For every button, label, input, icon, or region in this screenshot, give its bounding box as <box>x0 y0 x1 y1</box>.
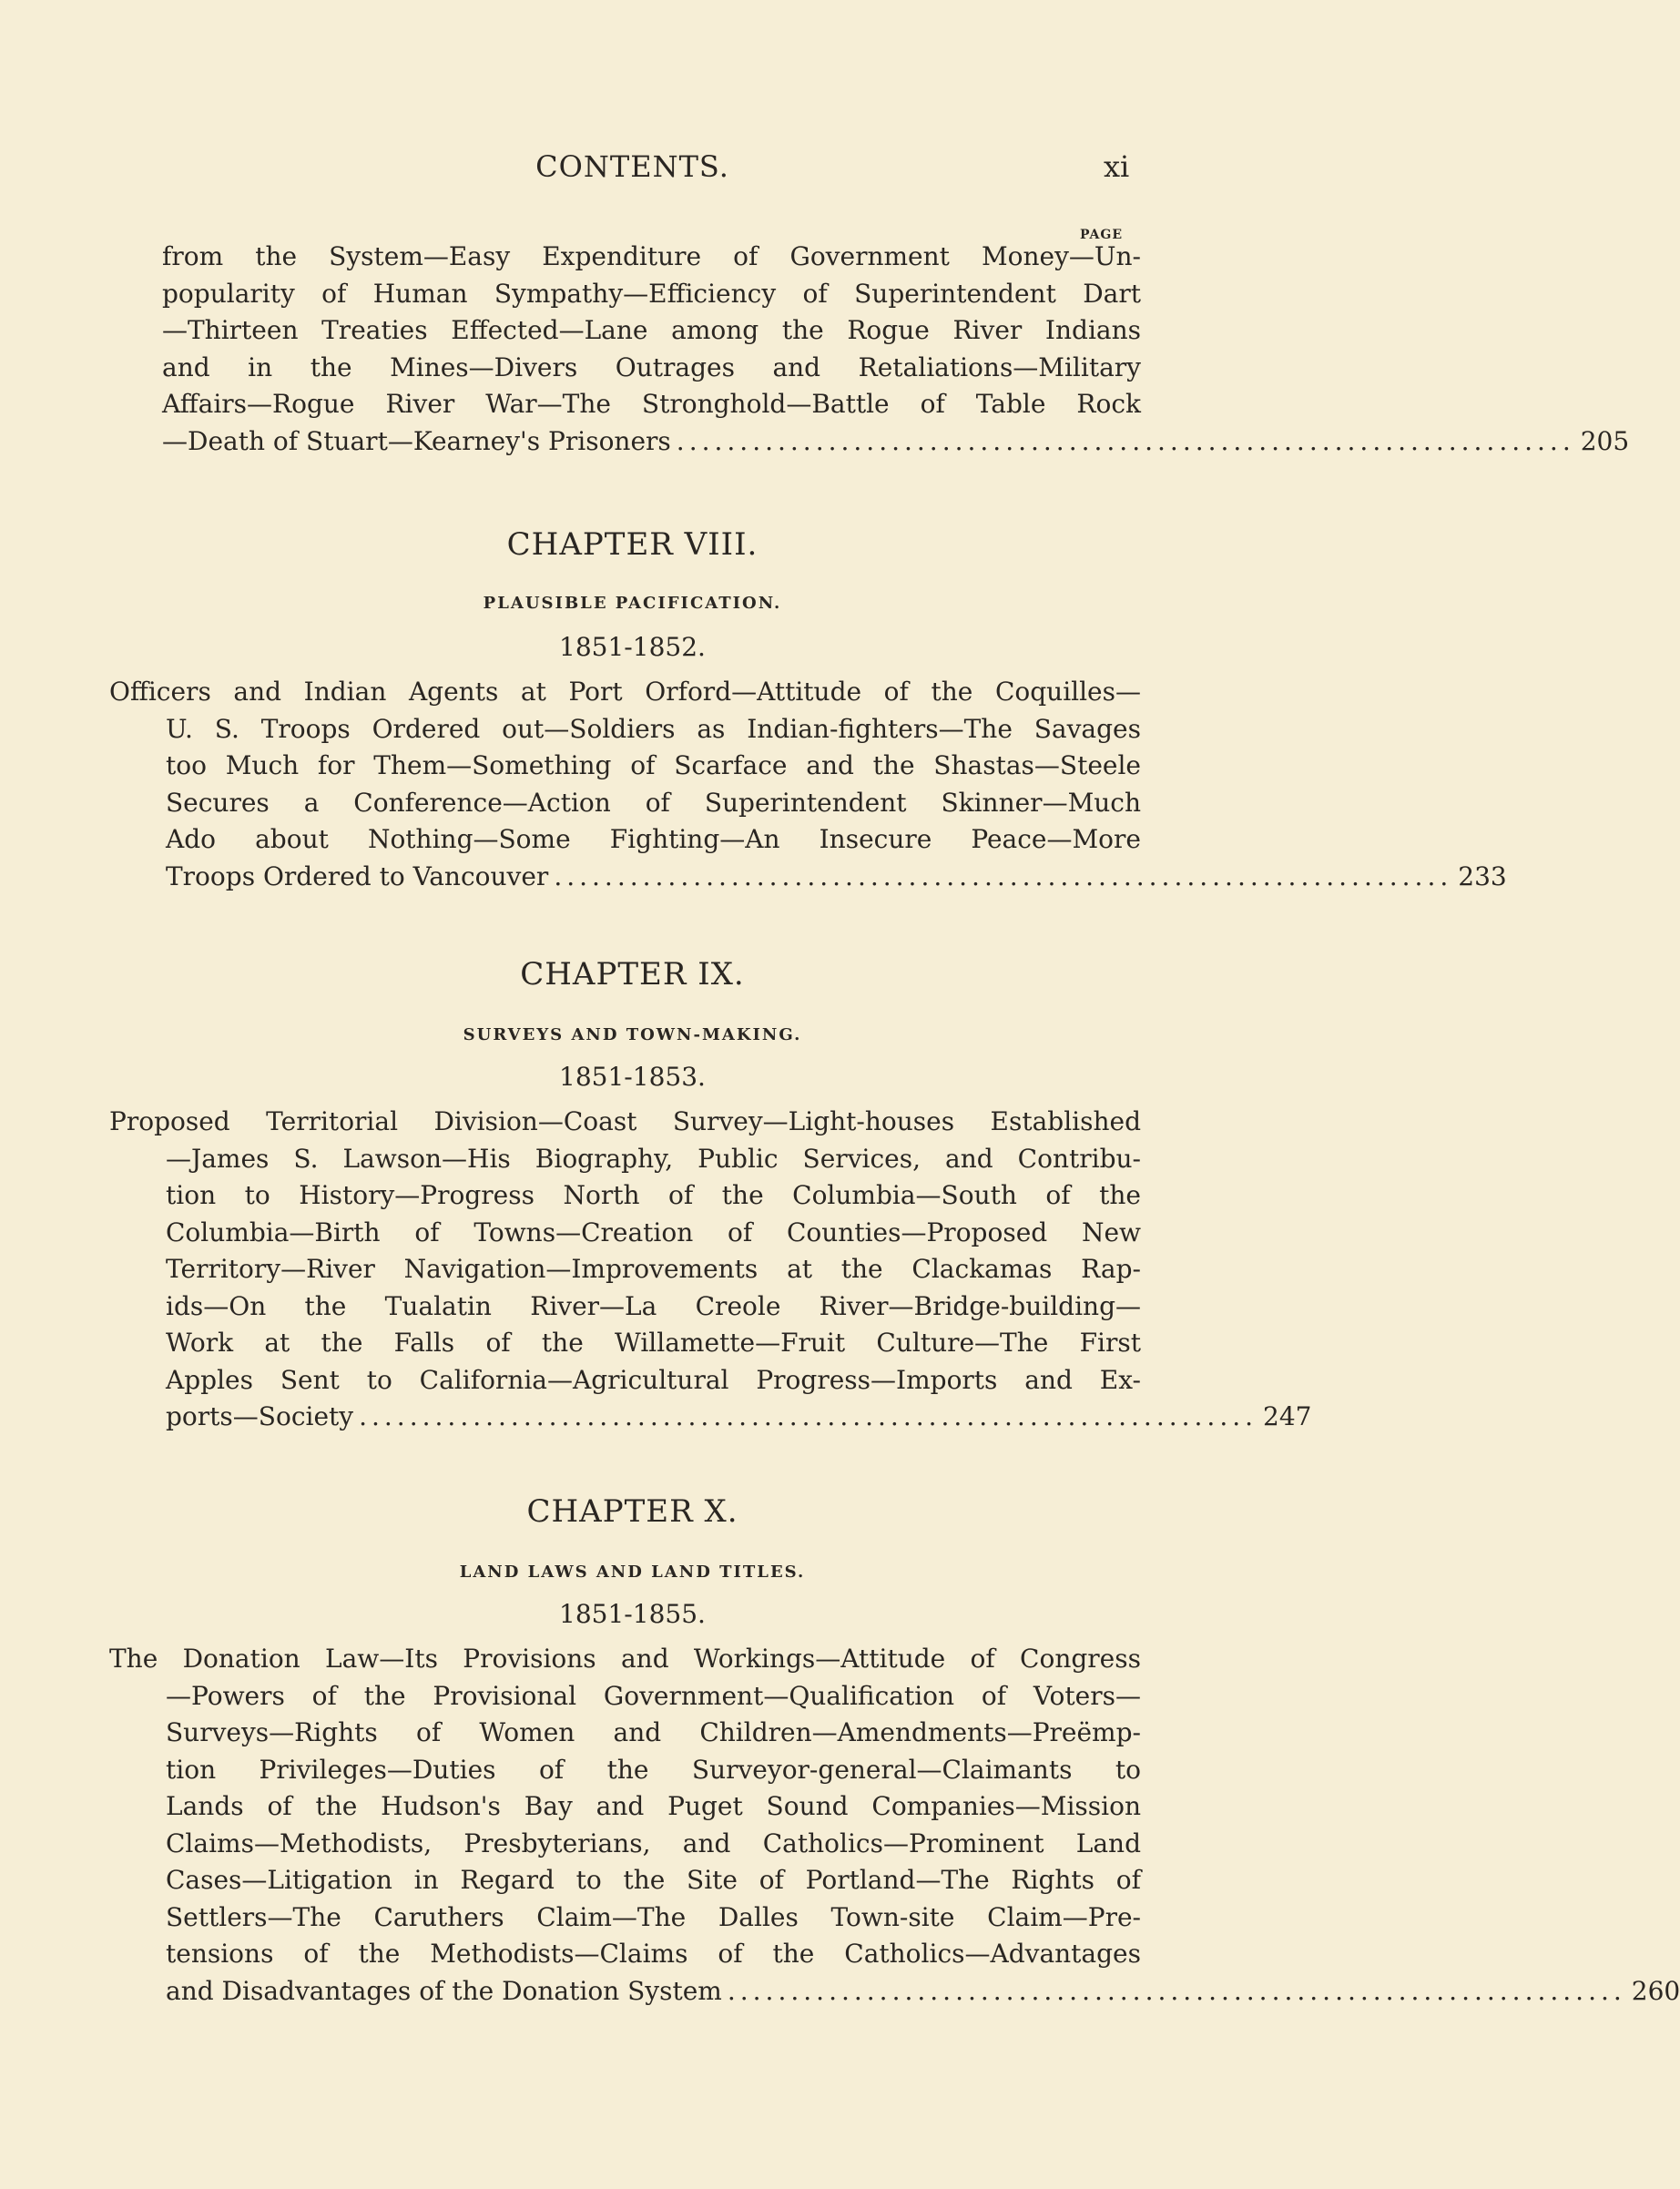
entry-line: —Thirteen Treaties Effected—Lane among the Rogue River Indians <box>162 315 1141 345</box>
toc-page-number: 247 <box>1263 1401 1312 1431</box>
entry-line: Ado about Nothing—Some Fighting—An Insecure Peace—More <box>166 824 1141 854</box>
entry-line: —Powers of the Provisional Government—Qualification of Voters— <box>166 1680 1141 1711</box>
entry-line: Columbia—Birth of Towns—Creation of Counties—Proposed New <box>166 1217 1141 1247</box>
toc-final-line <box>109 1399 1312 1436</box>
entry-line: Surveys—Rights of Women and Children—Amendments—Preëmp- <box>166 1717 1141 1747</box>
entry-line: tensions of the Methodists—Claims of the Catholics—Advantages <box>166 1939 1141 1969</box>
entry-line: Apples Sent to California—Agricultural Progress—Imports and Ex- <box>166 1364 1141 1395</box>
entry-line: Settlers—The Caruthers Claim—The Dalles Town-site Claim—Pre- <box>166 1901 1141 1932</box>
entry-line: U. S. Troops Ordered out—Soldiers as Indian-fighters—The Savages <box>166 713 1141 744</box>
entry-line: Proposed Territorial Division—Coast Survey—Light-houses Established <box>109 1106 1141 1136</box>
chapter-years: 1851-1855. <box>559 1599 706 1629</box>
toc-final-line <box>109 859 1507 896</box>
entry-line: The Donation Law—Its Provisions and Workings—Attitude of Congress <box>109 1644 1141 1674</box>
entry-line: Officers and Indian Agents at Port Orford—Attitude of the Coquilles— <box>109 677 1141 707</box>
entry-line: Cases—Litigation in Regard to the Site of Portland—The Rights of <box>166 1865 1141 1895</box>
entry-line: Territory—River Navigation—Improvements at the Clackamas Rap- <box>166 1254 1141 1284</box>
entry-line: Lands of the Hudson's Bay and Puget Sound Companies—Mission <box>166 1791 1141 1821</box>
chapter-years: 1851-1852. <box>559 632 706 662</box>
chapter-subtitle: PLAUSIBLE PACIFICATION. <box>483 594 782 613</box>
entry-line: tion Privileges—Duties of the Surveyor-general—Claimants to <box>166 1754 1141 1785</box>
leader-dots: ....................................................................... <box>554 860 1453 891</box>
entry-line: ports—Society <box>166 1401 354 1431</box>
page-title: CONTENTS. <box>535 149 729 184</box>
entry-line: Affairs—Rogue River War—The Stronghold—Battle of Table Rock <box>162 389 1141 419</box>
toc-page-number: 260 <box>1631 1975 1680 2006</box>
leader-dots: ....................................................................... <box>676 425 1575 456</box>
toc-page-number: 233 <box>1458 860 1507 891</box>
leader-dots: ....................................................................... <box>359 1401 1258 1431</box>
toc-page-number: 205 <box>1580 425 1630 456</box>
chapter-heading: CHAPTER IX. <box>520 956 745 993</box>
entry-line: popularity of Human Sympathy—Efficiency of Superintendent Dart <box>162 278 1141 309</box>
entry-line: Claims—Methodists, Presbyterians, and Catholics—Prominent Land <box>166 1828 1141 1858</box>
entry-line: —James S. Lawson—His Biography, Public Services, and Contribu- <box>166 1143 1141 1174</box>
chapter-subtitle: LAND LAWS AND LAND TITLES. <box>459 1563 806 1582</box>
entry-line: and in the Mines—Divers Outrages and Retaliations—Military <box>162 351 1141 382</box>
entry-line: Work at the Falls of the Willamette—Fruit Culture—The First <box>166 1328 1141 1358</box>
entry-line: —Death of Stuart—Kearney's Prisoners <box>162 425 671 456</box>
chapter-heading: CHAPTER VIII. <box>506 526 759 563</box>
chapter-subtitle: SURVEYS AND TOWN-MAKING. <box>463 1025 802 1044</box>
entry-line: Secures a Conference—Action of Superintendent Skinner—Much <box>166 787 1141 818</box>
entry-line: and Disadvantages of the Donation System <box>166 1975 722 2006</box>
entry-line: too Much for Them—Something of Scarface and the Shastas—Steele <box>166 750 1141 780</box>
entry-line: tion to History—Progress North of the Columbia—South of the <box>166 1180 1141 1210</box>
entry-line: ids—On the Tualatin River—La Creole River—Bridge-building— <box>166 1290 1141 1321</box>
chapter-years: 1851-1853. <box>559 1062 706 1092</box>
entry-line: Troops Ordered to Vancouver <box>166 860 549 891</box>
running-header <box>0 144 1265 199</box>
toc-final-line <box>162 423 1630 461</box>
page-column-label: PAGE <box>1080 228 1123 242</box>
chapter-summary <box>109 1641 1680 2010</box>
continuation-entry <box>162 239 1630 460</box>
chapter-summary <box>109 674 1507 895</box>
page-number: xi <box>1104 149 1130 184</box>
leader-dots: ....................................................................... <box>727 1975 1626 2006</box>
entry-line: from the System—Easy Expenditure of Government Money—Un- <box>162 241 1141 271</box>
chapter-summary <box>109 1104 1312 1436</box>
toc-final-line <box>109 1973 1680 2011</box>
chapter-heading: CHAPTER X. <box>526 1493 738 1530</box>
